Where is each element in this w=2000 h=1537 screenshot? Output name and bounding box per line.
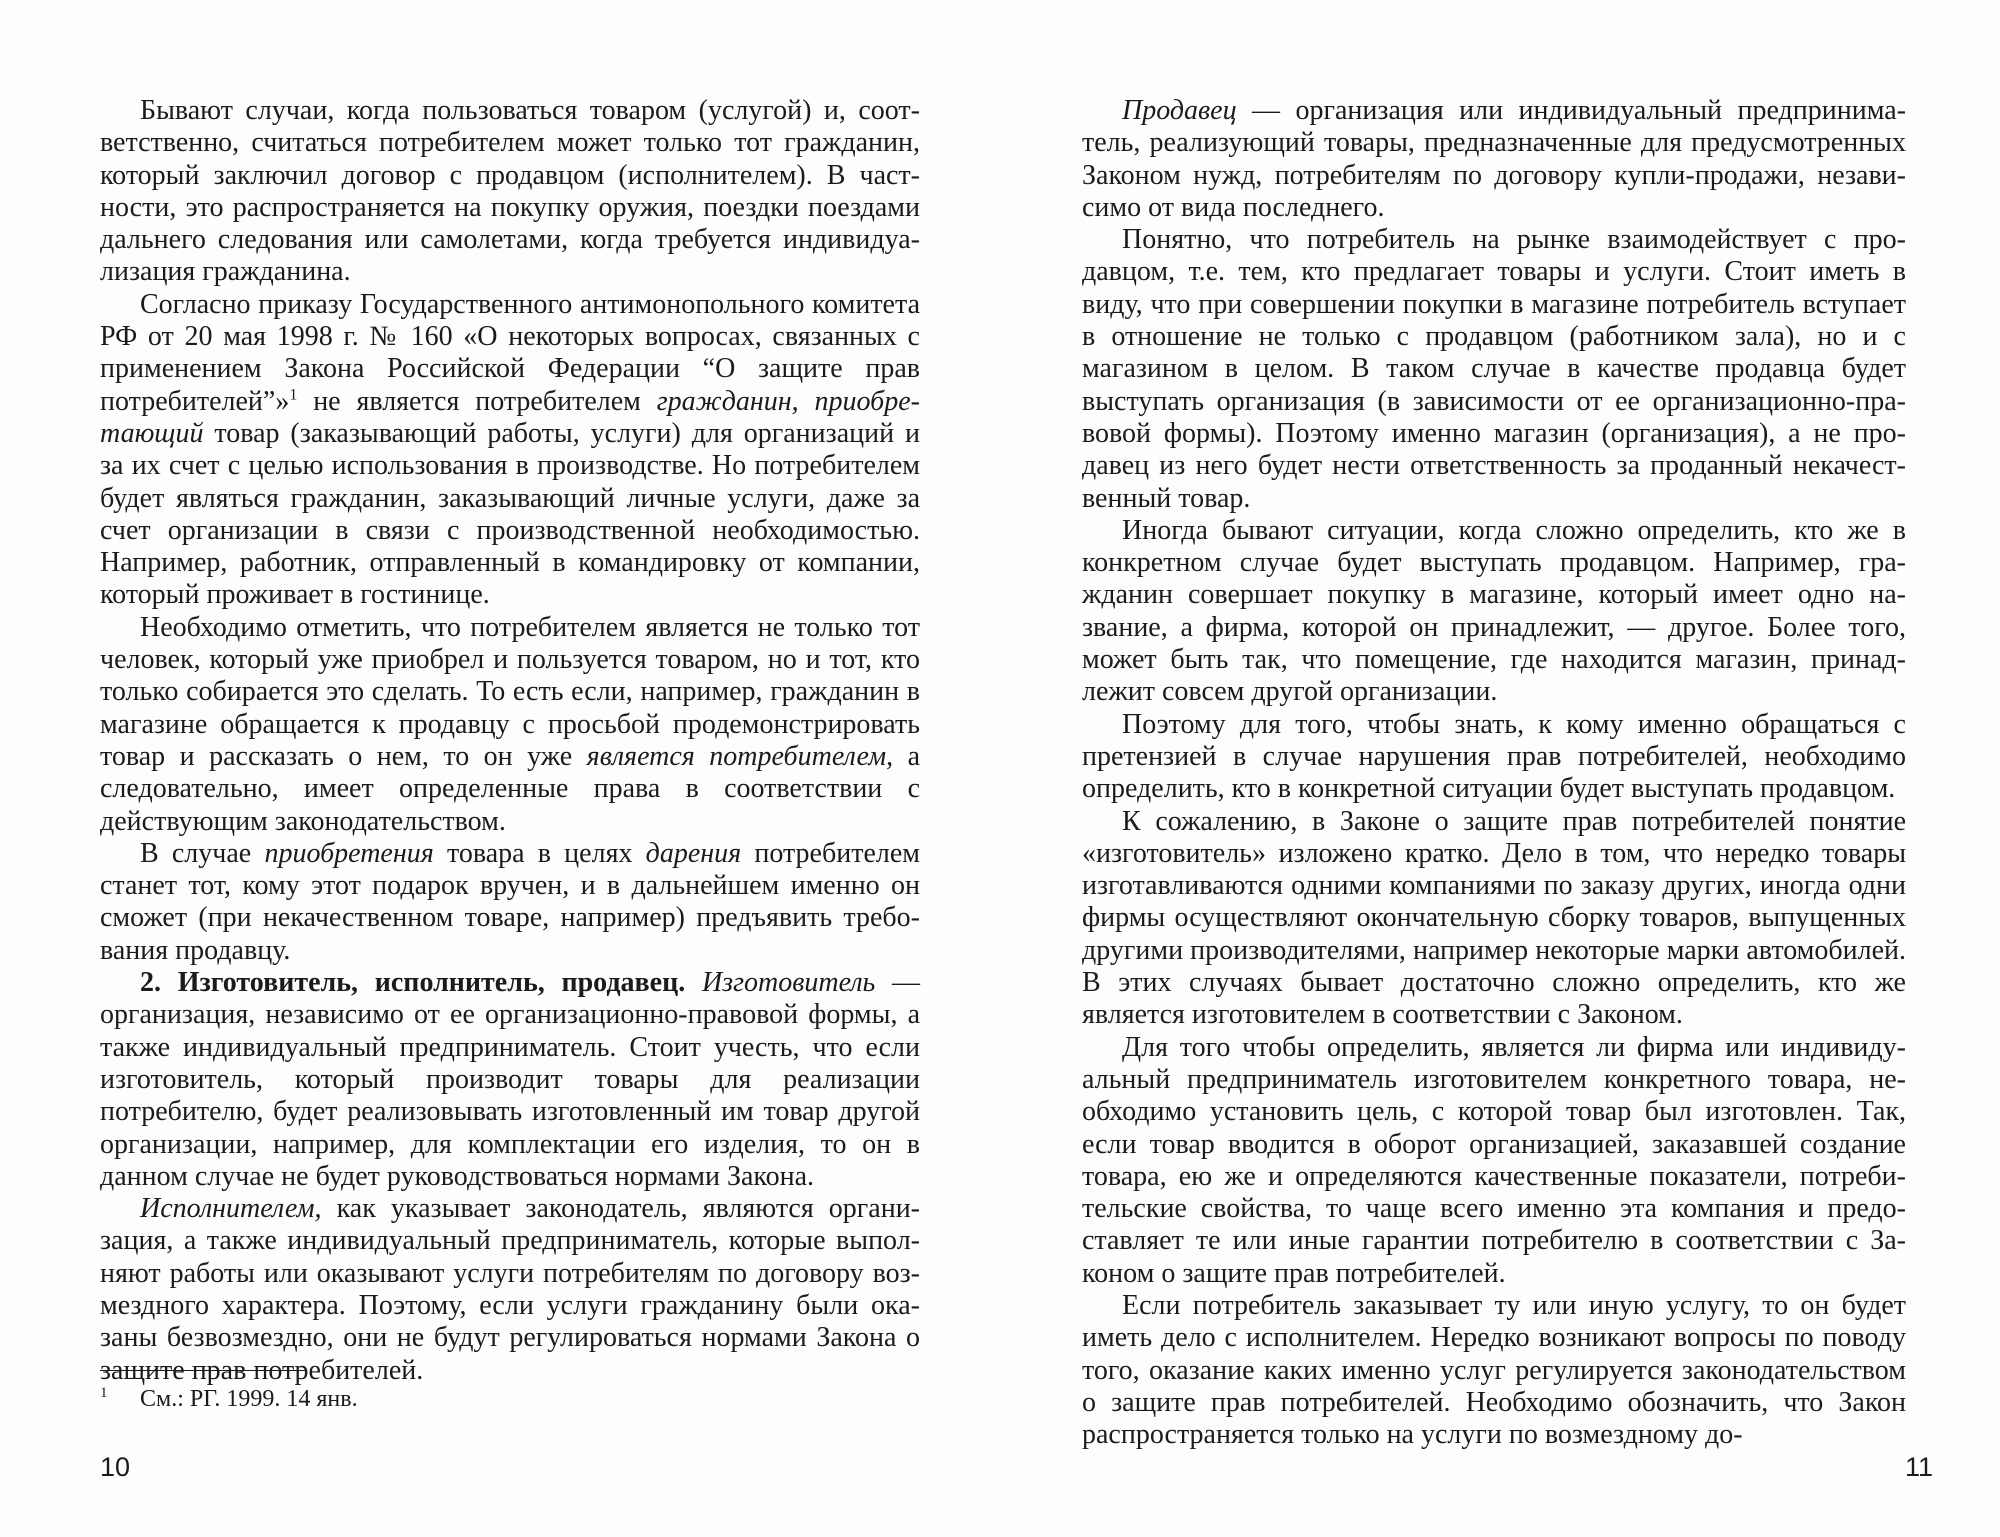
paragraph: К сожалению, в Законе о защите прав потребителей понятие «изготовитель» изложено кратко. Дело в том, что нередко товары изготавливаются одними компаниями по заказу других, иногда одни фирмы осуществляют окончательную сборку товаров, выпущенных другими производителями, например некоторые марки автомобилей. В этих случаях бывает достаточно сложно определить, кто же является изготовителем в соответствии с Законом.	[1082, 805, 1906, 1031]
paragraph-seller: Продавец — организация или индивидуальный предприниматель, реализующий товары, предназначенные для предусмотренных Законом нужд, потребителям по договору купли-продажи, независимо от вида последнего.	[1082, 95, 1906, 223]
paragraph-consumer: Необходимо отметить, что потребителем является не только тот человек, который уже приобрел и пользуется товаром, но и тот, кто только собирается это сделать. То есть если, например, гражданин в магазине обращается к продавцу с просьбой продемонстрировать товар и рассказать о нем, то он уже является потребителем, а следовательно, имеет определенные права в соответствии с действующим законодательством.	[100, 611, 921, 837]
footnote-divider	[100, 1370, 305, 1371]
page-number-left: 10	[100, 1452, 131, 1482]
paragraph: Если потребитель заказывает ту или иную услугу, то он будет иметь дело с исполнителем. Нередко возникают вопросы по поводу того, оказание каких именно услуг регулируется законодательством о защите прав потребителей. Необходимо обозначить, что Закон распространяется только на услуги по возмездному до-	[1082, 1289, 1906, 1451]
paragraph-gfak-order: Согласно приказу Государственного антимонопольного комитета РФ от 20 мая 1998 г. № 160 «О некоторых вопросах, связанных с применением Закона Российской Федерации “О защите прав потребителей”»$^1$ не является потребителем гражданин, приобретающий товар (заказывающий работы, услуги) для организаций и за их счет с целью использования в производстве. Но потребителем будет являться гражданин, заказывающий личные услуги, даже за счет организации в связи с производственной необходимостью. Например, работник, отправленный в командировку от компании, который проживает в гостинице.	[100, 288, 920, 611]
paragraph-gift: В случае приобретения товара в целях дарения потребителем станет тот, кому этот подарок вручен, и в дальнейшем именно он сможет (при некачественном товаре, например) предъявить требования продавцу.	[100, 837, 920, 966]
paragraph: Бывают случаи, когда пользоваться товаром (услугой) и, соответственно, считаться потребителем может только тот гражданин, который заключил договор с продавцом (исполнителем). В частности, это распространяется на покупку оружия, поездки поездами дальнего следования или самолетами, когда требуется индивидуализация гражданина.	[100, 95, 920, 288]
paragraph: Иногда бывают ситуации, когда сложно определить, кто же в конкретном случае будет выступать продавцом. Например, гражданин совершает покупку в магазине, который имеет одно название, а фирма, которой он принадлежит, — другое. Более того, может быть так, что помещение, где находится магазин, принадлежит совсем другой организации.	[1082, 514, 1906, 708]
left-text-column	[100, 95, 920, 1387]
section-heading-paragraph: 2. Изготовитель, исполнитель, продавец. Изготовитель — организация, независимо от ее организационно-правовой формы, а также индивидуальный предприниматель. Стоит учесть, что если изготовитель, который производит товары для реализации потребителю, будет реализовывать изготовленный им товар другой организации, например, для комплектации его изделия, то он в данном случае не будет руководствоваться нормами Закона.	[100, 967, 921, 1192]
page-number-right: 11	[1905, 1452, 1934, 1482]
paragraph-executor: Исполнителем, как указывает законодатель, являются организация, а также индивидуальный предприниматель, которые выполняют работы или оказывают услуги потребителям по договору возмездного характера. Поэтому, если услуги гражданину были оказаны безвозмездно, они не будут регулироваться нормами Закона о защите прав потребителей.	[100, 1193, 920, 1386]
right-text-column	[1082, 95, 1906, 1451]
footnote: 1 См.: РГ. 1999. 14 янв.	[100, 1385, 358, 1412]
paragraph: Понятно, что потребитель на рынке взаимодействует с продавцом, т.е. тем, кто предлагает товары и услуги. Стоит иметь в виду, что при совершении покупки в магазине потребитель вступает в отношение не только с продавцом (работником зала), но и с магазином в целом. В таком случае в качестве продавца будет выступать организация (в зависимости от ее организационно-правовой формы). Поэтому именно магазин (организация), а не продавец из него будет нести ответственность за проданный некачественный товар.	[1082, 224, 1906, 514]
right-page	[1000, 0, 2000, 1537]
footnote-reference: 1	[289, 386, 298, 404]
paragraph: Для того чтобы определить, является ли фирма или индивидуальный предприниматель изготовителем конкретного товара, необходимо установить цель, с которой товар был изготовлен. Так, если товар вводится в оборот организацией, заказавшей создание товара, ею же и определяются качественные показатели, потребительские свойства, то чаще всего именно эта компания и предоставляет те или иные гарантии потребителю в соответствии с Законом о защите прав потребителей.	[1082, 1031, 1906, 1289]
paragraph: Поэтому для того, чтобы знать, к кому именно обращаться с претензией в случае нарушения прав потребителей, необходимо определить, кто в конкретной ситуации будет выступать продавцом.	[1082, 708, 1906, 805]
section-heading: 2. Изготовитель, исполнитель, продавец.	[140, 967, 686, 999]
